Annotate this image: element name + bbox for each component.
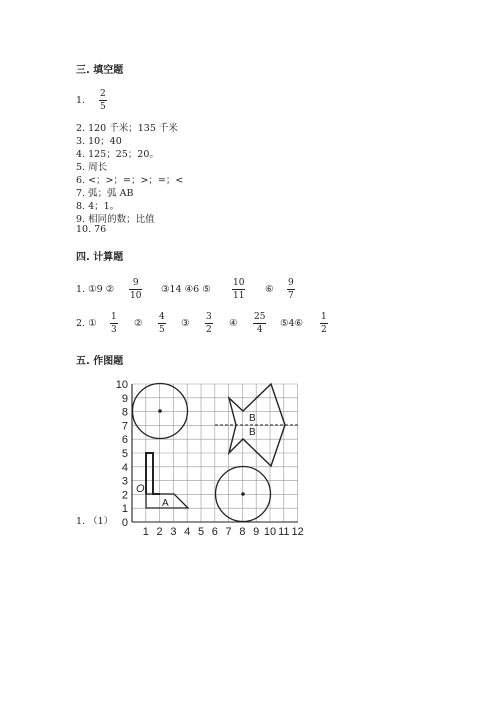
x-tick-label: 9 — [253, 526, 260, 538]
fraction-bar — [205, 323, 213, 324]
fraction-bar — [287, 289, 295, 290]
y-tick-label: 10 — [115, 379, 128, 391]
x-tick-label: 5 — [197, 526, 205, 538]
section-title-fill-blank: 三. 填空题 — [76, 65, 124, 76]
calc-row1-label: 1. ①9 ② — [76, 284, 115, 295]
fraction-bar — [110, 323, 118, 324]
fill-answer-line: 4. 125；25；20。 — [76, 149, 159, 160]
x-tick-label: 1 — [142, 526, 149, 538]
fraction-numerator: 1 — [111, 312, 117, 322]
fill-answer-line: 5. 周长 — [76, 162, 108, 173]
section-title-calc: 四. 计算题 — [76, 252, 124, 263]
x-tick-label: 6 — [211, 526, 218, 538]
fraction-denominator: 2 — [321, 325, 327, 335]
center-dot-bottom-right — [241, 492, 245, 496]
x-axis-tick-labels — [143, 526, 304, 538]
polygon-label-b-bottom: B — [249, 427, 256, 438]
drawing-q1-label: 1. （1） — [76, 516, 114, 527]
fill-answer-line: 6. <；>；=；>；=；< — [76, 175, 184, 186]
calc-row2-mark-3: ③ — [181, 318, 190, 329]
rotated-shape — [146, 453, 160, 494]
fraction-denominator: 7 — [288, 291, 294, 301]
circle-bottom-right — [216, 467, 271, 522]
calc-row1-mark-6: ⑥ — [265, 284, 274, 295]
y-tick-label: 6 — [121, 434, 128, 447]
fill-answer-line: 9. 相同的数；比值 — [76, 214, 155, 225]
calc-row2-fraction-5 — [320, 312, 328, 335]
x-tick-label: 12 — [291, 526, 304, 538]
fraction-bar — [129, 289, 142, 290]
fraction-bar — [232, 289, 245, 290]
point-label-o: O — [136, 483, 145, 495]
fill-answer-line: 8. 4；1。 — [76, 201, 120, 212]
calc-row2-mark-4: ④ — [229, 318, 238, 329]
polygon-label-b-top: B — [249, 413, 256, 424]
fill-answer-line: 2. 120 千米；135 千米 — [76, 123, 178, 134]
calc-row1-middle: ③14 ④6 ⑤ — [161, 284, 211, 295]
calc-row2-fraction-2 — [158, 312, 166, 335]
center-dot-top-left — [158, 409, 162, 413]
section-title-drawing: 五. 作图题 — [76, 356, 124, 367]
fraction-bar — [99, 100, 107, 101]
y-tick-label: 2 — [121, 489, 128, 502]
symmetric-polygon — [229, 384, 285, 466]
calc-row1-fraction-1 — [129, 278, 142, 301]
x-tick-label: 8 — [239, 526, 246, 538]
fraction-denominator: 2 — [206, 325, 212, 335]
fraction-numerator: 25 — [254, 312, 266, 322]
calc-row2-fraction-3 — [205, 312, 213, 335]
fill-answer-line: 3. 10；40 — [76, 136, 122, 147]
axes — [132, 384, 298, 522]
grid-lines — [132, 384, 298, 522]
y-tick-label: 9 — [121, 392, 128, 405]
fraction-numerator: 3 — [206, 312, 212, 322]
calc-row2-label: 2. ① — [76, 318, 97, 329]
y-tick-label: 0 — [121, 517, 128, 529]
fill-answer-line: 7. 弧；弧 AB — [76, 188, 134, 199]
fraction-bar — [253, 323, 266, 324]
calc-row1-fraction-3 — [287, 278, 295, 301]
fraction-bar — [158, 323, 166, 324]
fraction-numerator: 10 — [233, 278, 245, 288]
calc-row2-mark-2: ② — [134, 318, 143, 329]
fill-answer-line: 10. 76 — [76, 224, 107, 235]
fraction-numerator: 9 — [132, 278, 139, 288]
fraction-denominator: 3 — [111, 325, 117, 335]
y-tick-label: 7 — [121, 420, 128, 433]
fraction-numerator: 2 — [100, 89, 106, 99]
x-tick-label: 2 — [156, 526, 163, 538]
y-tick-label: 3 — [121, 475, 128, 488]
calc-row2-fraction-1 — [110, 312, 118, 335]
fill-q1-fraction — [99, 89, 107, 112]
x-tick-label: 11 — [278, 526, 290, 538]
x-tick-label: 10 — [263, 526, 277, 538]
y-tick-label: 8 — [121, 406, 128, 419]
fraction-denominator: 5 — [159, 325, 165, 335]
fraction-bar — [320, 323, 328, 324]
x-tick-label: 7 — [225, 526, 232, 538]
fraction-denominator: 11 — [233, 291, 245, 301]
x-tick-label: 4 — [184, 526, 191, 538]
fraction-numerator: 1 — [321, 312, 327, 322]
circle-top-left — [133, 384, 188, 439]
y-tick-label: 5 — [121, 448, 128, 460]
fraction-numerator: 4 — [159, 312, 165, 322]
calc-row1-fraction-2 — [232, 278, 245, 301]
fill-q1-label: 1. — [76, 95, 86, 106]
fraction-denominator: 4 — [256, 325, 263, 335]
shape-a — [146, 494, 188, 508]
fraction-numerator: 9 — [288, 278, 294, 288]
x-tick-label: 3 — [170, 526, 177, 538]
calc-row2-fraction-4 — [253, 312, 266, 335]
y-tick-label: 1 — [121, 503, 128, 516]
y-axis-tick-labels — [116, 379, 128, 529]
fraction-denominator: 5 — [100, 102, 106, 112]
shape-label-a: A — [162, 498, 169, 509]
calc-row2-mark-5-6: ⑤4⑥ — [280, 318, 304, 329]
y-tick-label: 4 — [121, 461, 128, 474]
fraction-denominator: 10 — [130, 291, 142, 301]
